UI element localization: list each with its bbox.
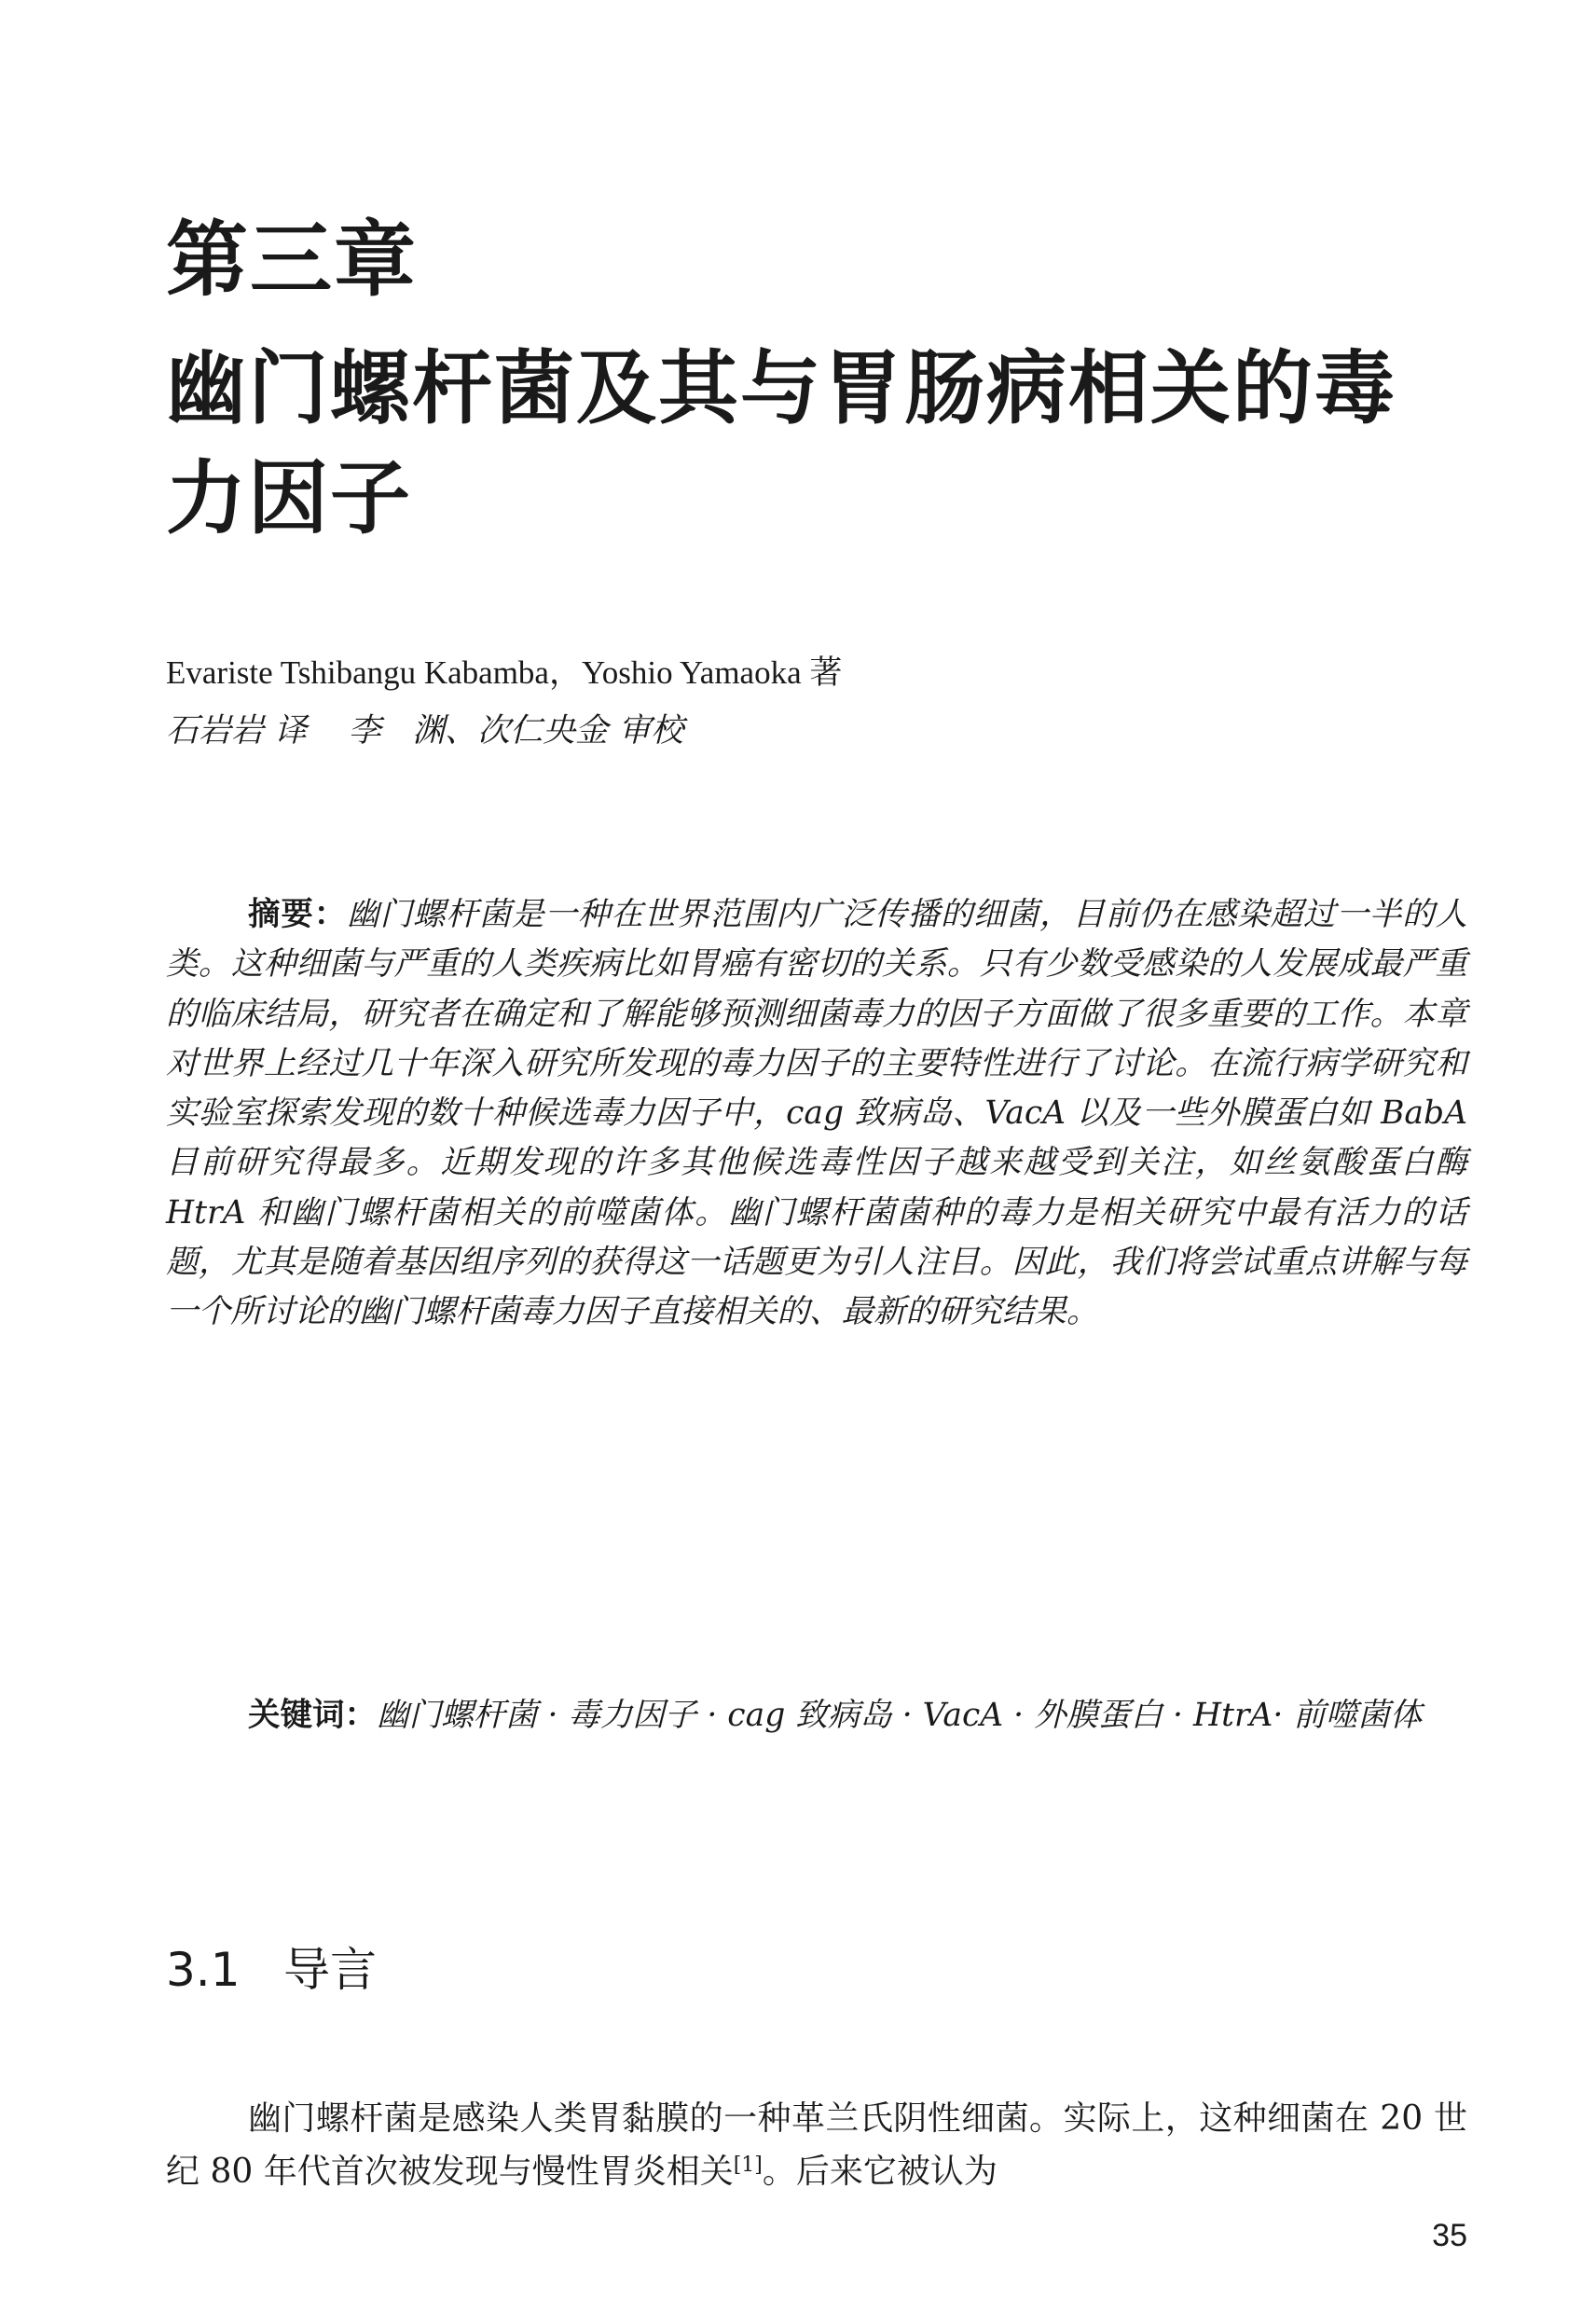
book-page (166, 0, 1467, 2312)
section-title: 导言 (283, 1943, 377, 1997)
keywords-paragraph (166, 1690, 1467, 1741)
abstract-label: 摘要： (248, 896, 348, 933)
citation-link[interactable]: [1] (733, 2154, 763, 2177)
keywords-label: 关键词： (248, 1697, 377, 1734)
body-text-continued: 。后来它被认为 (762, 2153, 998, 2191)
body-text: 幽门螺杆菌是感染人类胃黏膜的一种革兰氏阴性细菌。实际上，这种细菌在 20 世纪 80 年代首次被发现与慢性胃炎相关 (166, 2099, 1467, 2191)
section-heading (166, 1937, 377, 2002)
keywords-text: 幽门螺杆菌 · 毒力因子 · cag 致病岛 · VacA · 外膜蛋白 · HtrA· 前噬菌体 (377, 1697, 1423, 1734)
body-paragraph (166, 2092, 1467, 2198)
translators-line: 石岩岩 译 李 渊、次仁央金 审校 (166, 712, 684, 750)
authors-line: Evariste Tshibangu Kabamba，Yoshio Yamaoka 著 (166, 654, 843, 691)
chapter-title: 幽门螺杆菌及其与胃肠病相关的毒力因子 (166, 341, 1396, 545)
page-number: 35 (1432, 2218, 1467, 2253)
section-number: 3.1 (166, 1943, 241, 1997)
abstract-paragraph (166, 890, 1467, 1338)
chapter-label: 第三章 (166, 211, 419, 308)
abstract-text: 幽门螺杆菌是一种在世界范围内广泛传播的细菌，目前仍在感染超过一半的人类。这种细菌与严重的人类疾病比如胃癌有密切的关系。只有少数受感染的人发展成最严重的临床结局，研究者在确定和了解能够预测细菌毒力的因子方面做了很多重要的工作。本章对世界上经过几十年深入研究所发现的毒力因子的主要特性进行了讨论。在流行病学研究和实验室探索发现的数十种候选毒力因子中，cag 致病岛、VacA 以及一些外膜蛋白如 BabA 目前研究得最多。近期发现的许多其他候选毒性因子越来越受到关注，如丝氨酸蛋白酶 HtrA 和幽门螺杆菌相关的前噬菌体。幽门螺杆菌菌种的毒力是相关研究中最有活力的话题，尤其是随着基因组序列的获得这一话题更为引人注目。因此，我们将尝试重点讲解与每一个所讨论的幽门螺杆菌毒力因子直接相关的、最新的研究结果。 (166, 896, 1467, 1331)
